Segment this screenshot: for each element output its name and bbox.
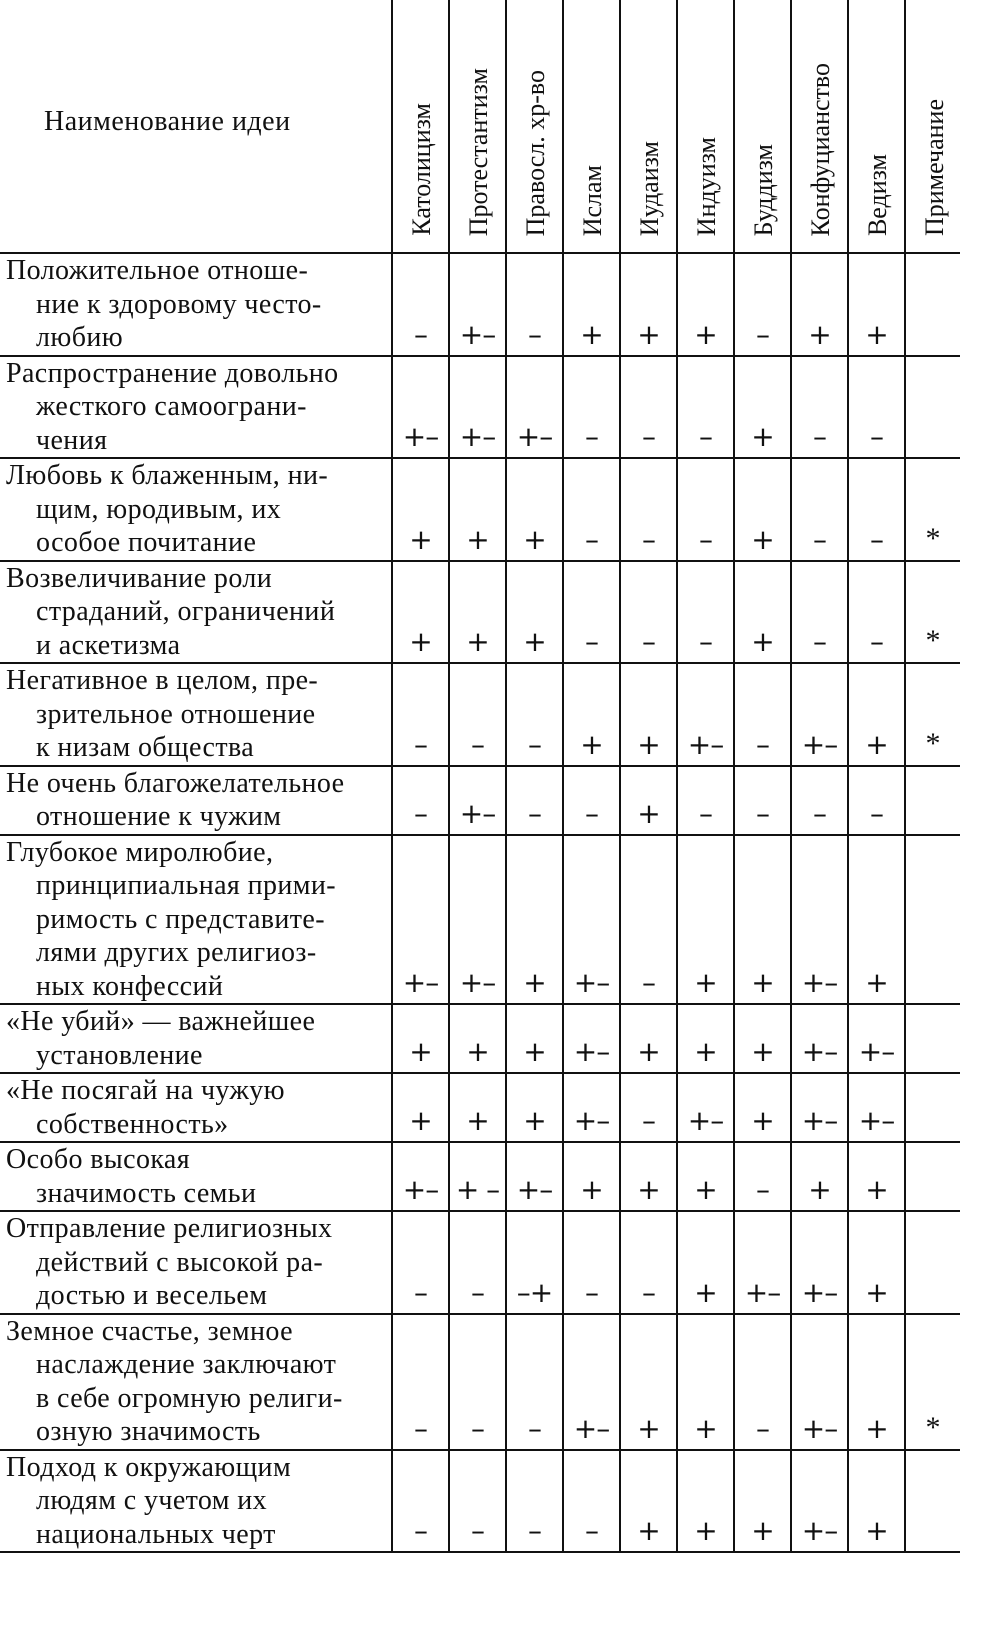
mark-cell: + [677,253,734,356]
mark-cell: + [563,253,620,356]
table-row [0,1314,960,1450]
note-cell: * [905,458,960,561]
mark-cell: + [506,458,563,561]
mark-cell: +– [392,835,449,1005]
religion-header-label: Буддизм [749,143,778,236]
idea-name-cell [0,1211,392,1314]
mark-cell: – [848,458,905,561]
mark-cell: – [620,1073,677,1142]
idea-name-line: принципиальная прими- [36,870,336,901]
mark-cell: +– [791,1314,848,1450]
mark-cell: – [563,356,620,459]
idea-name-cell [0,835,392,1005]
mark-cell: – [563,1211,620,1314]
idea-name-line: действий с высокой ра- [36,1246,324,1278]
mark-cell: + [506,561,563,664]
table-body [0,253,960,1552]
mark-cell: – [734,1314,791,1450]
mark-cell: – [392,253,449,356]
idea-name-line: римость с представите- [36,903,325,935]
idea-name-line: любию [36,322,124,353]
note-cell [905,766,960,835]
idea-name-line: установление [36,1039,203,1071]
mark-cell: + [563,663,620,766]
idea-name-line: к низам общества [36,732,255,763]
table-row [0,1211,960,1314]
mark-cell: – [791,458,848,561]
mark-cell: + [620,766,677,835]
mark-cell: + [506,835,563,1005]
mark-cell: – [563,561,620,664]
mark-cell: – [734,253,791,356]
religion-header [392,0,449,253]
idea-name-line: Не очень благожелательное [6,767,345,799]
religion-header-label: Ведизм [863,153,892,236]
idea-name-cell [0,1004,392,1073]
note-cell [905,835,960,1005]
mark-cell: + [791,1142,848,1211]
mark-cell: + [734,1073,791,1142]
mark-cell: – [620,835,677,1005]
idea-name-line: зрительное отношение [36,698,316,730]
mark-cell: +– [392,356,449,459]
mark-cell: – [392,1450,449,1553]
idea-name-line: людям с учетом их [36,1485,268,1516]
mark-cell: + [848,253,905,356]
mark-cell: – [848,356,905,459]
mark-cell: + [734,356,791,459]
mark-cell: +– [848,1073,905,1142]
idea-name-cell [0,663,392,766]
mark-cell: +– [449,766,506,835]
idea-name-line: достью и весельем [36,1280,268,1311]
mark-cell: + [734,458,791,561]
idea-name-line: «Не убий» — важнейшее [6,1006,316,1037]
name-column-header: Наименование идеи [0,0,392,253]
idea-name-line: Отправление религиозных [6,1213,333,1244]
religion-header-label: Конфуцианство [806,62,835,236]
mark-cell: + [848,1450,905,1553]
idea-name-line: Особо высокая [6,1144,191,1175]
table-row [0,663,960,766]
mark-cell: + [392,1073,449,1142]
mark-cell: + [620,253,677,356]
mark-cell: – [392,1314,449,1450]
mark-cell: + [506,1073,563,1142]
mark-cell: + [734,1004,791,1073]
mark-cell: + [677,1450,734,1553]
mark-cell: – [620,561,677,664]
mark-cell: – [848,561,905,664]
mark-cell: – [791,356,848,459]
mark-cell: + [563,1142,620,1211]
mark-cell: – [449,1314,506,1450]
mark-cell: – [677,458,734,561]
religion-header [620,0,677,253]
mark-cell: +– [506,1142,563,1211]
mark-cell: + [449,1004,506,1073]
mark-cell: + [506,1004,563,1073]
idea-name-cell [0,1142,392,1211]
idea-name-line: и аскетизма [36,629,181,661]
table-row [0,766,960,835]
idea-name-cell [0,1314,392,1450]
mark-cell: + [620,1450,677,1553]
mark-cell: +– [791,835,848,1005]
mark-cell: + [848,1142,905,1211]
idea-name-line: наслаждение заключают [36,1349,337,1380]
idea-name-line: чения [36,424,108,456]
note-column-header [905,0,960,253]
religion-header [791,0,848,253]
mark-cell: + [677,1004,734,1073]
religion-header-label: Индуизм [692,136,721,236]
idea-name-cell [0,561,392,664]
idea-name-line: значимость семьи [36,1177,257,1209]
idea-name-line: Возвеличивание роли [6,562,273,594]
religion-header-label: Правосл. хр-во [521,69,550,236]
table-row [0,561,960,664]
mark-cell: +– [677,663,734,766]
mark-cell: + [392,458,449,561]
mark-cell: – [677,356,734,459]
mark-cell: + [791,253,848,356]
note-cell [905,1211,960,1314]
idea-name-line: страданий, ограничений [36,596,336,627]
mark-cell: – [563,458,620,561]
note-cell: * [905,1314,960,1450]
mark-cell: – [734,766,791,835]
idea-name-line: жесткого самоограни- [36,391,307,422]
mark-cell: +– [791,1004,848,1073]
mark-cell: + [677,1314,734,1450]
mark-cell: +– [506,356,563,459]
mark-cell: – [449,663,506,766]
idea-name-line: Подход к окружающим [6,1451,292,1483]
mark-cell: + [620,1314,677,1450]
mark-cell: +– [563,835,620,1005]
table-row [0,835,960,1005]
mark-cell: – [620,1211,677,1314]
idea-name-line: щим, юродивым, их [36,493,282,525]
mark-cell: +– [791,1211,848,1314]
note-cell [905,1450,960,1553]
idea-name-line: ние к здоровому често- [36,288,322,320]
note-cell [905,1004,960,1073]
idea-name-line: ных конфессий [36,970,224,1002]
mark-cell: + [620,1142,677,1211]
mark-cell: + – [449,1142,506,1211]
mark-cell: – [506,1450,563,1553]
religion-header [734,0,791,253]
mark-cell: – [791,766,848,835]
idea-name-line: Негативное в целом, пре- [6,665,319,696]
note-cell: * [905,561,960,664]
idea-name-line: собственность» [36,1108,229,1140]
table-row [0,458,960,561]
mark-cell: – [677,561,734,664]
idea-name-cell [0,253,392,356]
religion-header [677,0,734,253]
mark-cell: – [392,766,449,835]
mark-cell: – [392,1211,449,1314]
religion-header-label: Католицизм [407,103,436,236]
table-row [0,1004,960,1073]
mark-cell: – [506,253,563,356]
mark-cell: + [677,1211,734,1314]
mark-cell: + [677,1142,734,1211]
idea-name-line: лями других религиоз- [36,937,317,968]
mark-cell: – [449,1450,506,1553]
idea-name-line: Земное счастье, земное [6,1315,293,1347]
mark-cell: + [620,1004,677,1073]
religion-header-label: Иудаизм [635,140,664,236]
mark-cell: + [449,458,506,561]
note-cell [905,1073,960,1142]
mark-cell: – [563,1450,620,1553]
mark-cell: – [620,356,677,459]
mark-cell: +– [791,1073,848,1142]
mark-cell: + [449,561,506,664]
mark-cell: +– [677,1073,734,1142]
mark-cell: –+ [506,1211,563,1314]
mark-cell: +– [563,1314,620,1450]
religion-header [848,0,905,253]
mark-cell: – [734,1142,791,1211]
table-row [0,1142,960,1211]
mark-cell: +– [392,1142,449,1211]
idea-name-line: отношение к чужим [36,801,282,832]
note-cell [905,1142,960,1211]
idea-name-cell [0,356,392,459]
mark-cell: + [848,663,905,766]
idea-name-cell [0,766,392,835]
idea-name-line: Глубокое миролюбие, [6,836,274,868]
mark-cell: +– [449,356,506,459]
mark-cell: +– [848,1004,905,1073]
idea-name-cell [0,1450,392,1553]
note-cell: * [905,663,960,766]
mark-cell: + [848,1314,905,1450]
idea-name-cell [0,1073,392,1142]
mark-cell: – [506,766,563,835]
idea-name-line: национальных черт [36,1518,276,1550]
idea-name-line: Распространение довольно [6,357,339,389]
mark-cell: + [848,835,905,1005]
mark-cell: – [392,663,449,766]
mark-cell: + [848,1211,905,1314]
table-row [0,1450,960,1553]
mark-cell: +– [563,1073,620,1142]
religion-header-label: Протестантизм [464,67,493,236]
mark-cell: +– [734,1211,791,1314]
mark-cell: – [506,1314,563,1450]
idea-name-line: Положительное отноше- [6,255,309,286]
mark-cell: +– [449,835,506,1005]
mark-cell: + [392,1004,449,1073]
idea-name-line: озную значимость [36,1416,261,1447]
mark-cell: +– [791,1450,848,1553]
mark-cell: – [791,561,848,664]
religion-header [563,0,620,253]
header-row [0,0,960,253]
mark-cell: +– [791,663,848,766]
table-row [0,356,960,459]
note-cell [905,356,960,459]
mark-cell: – [848,766,905,835]
mark-cell: +– [449,253,506,356]
mark-cell: + [734,561,791,664]
mark-cell: + [620,663,677,766]
mark-cell: + [449,1073,506,1142]
mark-cell: – [677,766,734,835]
mark-cell: + [677,835,734,1005]
table-row [0,1073,960,1142]
idea-name-cell [0,458,392,561]
religion-header [449,0,506,253]
idea-name-line: Любовь к блаженным, ни- [6,460,329,491]
religion-header [506,0,563,253]
note-cell [905,253,960,356]
mark-cell: – [563,766,620,835]
note-header-label: Примечание [920,98,949,236]
mark-cell: + [392,561,449,664]
mark-cell: +– [563,1004,620,1073]
mark-cell: – [506,663,563,766]
mark-cell: + [734,1450,791,1553]
table-row [0,253,960,356]
religion-header-label: Ислам [578,164,607,236]
mark-cell: – [620,458,677,561]
idea-name-line: в себе огромную религи- [36,1382,343,1414]
mark-cell: – [734,663,791,766]
idea-name-line: «Не посягай на чужую [6,1075,285,1106]
idea-name-line: особое почитание [36,527,257,558]
mark-cell: – [449,1211,506,1314]
mark-cell: + [734,835,791,1005]
